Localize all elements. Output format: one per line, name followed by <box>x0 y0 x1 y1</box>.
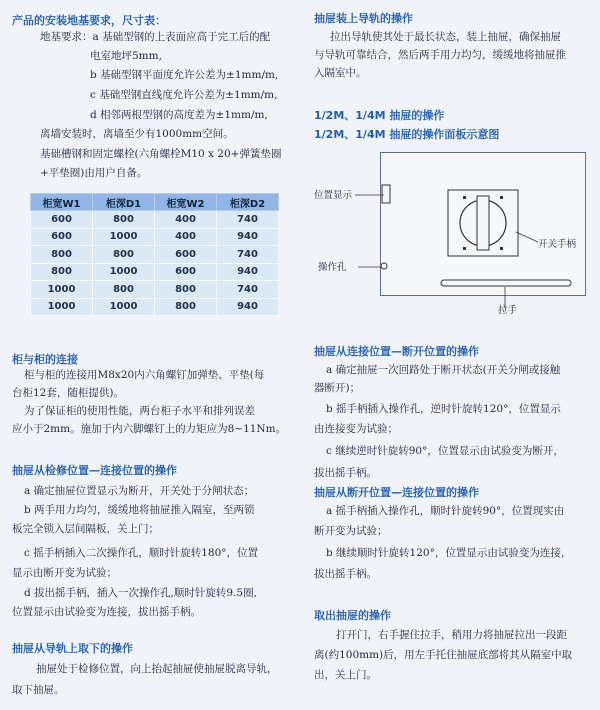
install-requirements-title: 产品的安装地基要求，尺寸表： <box>12 14 166 27</box>
req-line: b 基础型钢平面度允许公差为±1mm/m, <box>90 69 279 81</box>
table-cell: 600 <box>155 246 217 264</box>
s3-line: a 确定抽屉位置显示为断开，开关处于分闸状态； <box>24 485 255 497</box>
table-row <box>31 211 279 229</box>
table-cell: 800 <box>155 281 217 299</box>
table-cell: 1000 <box>93 228 155 246</box>
s4-line: 取下抽屉。 <box>12 684 65 696</box>
r4-line: a 摇手柄插入操作孔，顺时针旋转90°，位置现实由 <box>326 505 565 517</box>
table-row <box>31 263 279 281</box>
s3-line: c 摇手柄插入二次操作孔，顺时针旋转180°，位置 <box>24 547 259 559</box>
table-cell: 1000 <box>31 281 93 299</box>
table-cell: 800 <box>31 246 93 264</box>
table-row <box>31 281 279 299</box>
req-line: 离墙安装时，离墙至少有1000mm空间。 <box>40 128 234 140</box>
r3-line: 器断开)； <box>314 382 361 394</box>
connection-to-disconnect-title: 抽屉从连接位置—断开位置的操作 <box>314 345 479 358</box>
r1-line: 拉出导轨使其处于最长状态，装上抽屉，确保抽屉 <box>330 31 561 43</box>
panel-diagram-title: 1/2M、1/4M 抽屉的操作面板示意图 <box>314 128 500 141</box>
r5-line: 打开门，右手握住拉手，稍用力将抽屉拉出一段距 <box>336 629 567 641</box>
table-cell: 740 <box>217 211 279 229</box>
r1-line: 与导轨可靠结合，然后两手用力均匀，缓缓地将抽屉推 <box>314 49 566 61</box>
remove-from-rail-title: 抽屉从导轨上取下的操作 <box>12 642 133 655</box>
col-header: 柜深D1 <box>93 194 155 211</box>
table-cell: 940 <box>217 228 279 246</box>
table-cell: 600 <box>31 211 93 229</box>
s3-line: d 拔出摇手柄，插入一次操作孔,顺时针旋转9.5圈, <box>24 587 257 599</box>
r3-line: c 继续逆时针旋转90°，位置显示由试验变为断开， <box>326 445 564 457</box>
r3-line: 由连接变为试验； <box>314 423 398 435</box>
table-cell: 800 <box>155 298 217 316</box>
s2-line: 柜与柜的连接用M8x20内六角螺钉加弹垫、平垫(每 <box>24 369 265 381</box>
table-cell: 800 <box>93 211 155 229</box>
table-cell: 1000 <box>93 298 155 316</box>
s3-line: 显示由断开变为试验； <box>12 567 117 579</box>
table-cell: 600 <box>31 228 93 246</box>
drawer-operation-title: 1/2M、1/4M 抽屉的操作 <box>314 109 445 122</box>
req-line: 基础槽钢和固定螺栓(六角螺栓M10 x 20+弹簧垫圈 <box>40 148 282 160</box>
s2-line: 为了保证柜的使用性能，两台柜子水平和排列误差 <box>24 405 255 417</box>
col-header: 柜深D2 <box>217 194 279 211</box>
pull-handle-label: 拉手 <box>498 305 518 316</box>
table-row <box>31 228 279 246</box>
table-header-row <box>31 194 279 211</box>
table-cell: 940 <box>217 298 279 316</box>
table-cell: 740 <box>217 246 279 264</box>
r1-line: 入隔室中。 <box>314 67 367 79</box>
disconnect-to-connection-title: 抽屉从断开位置—连接位置的操作 <box>314 486 479 499</box>
operation-panel-diagram <box>380 152 586 296</box>
r4-line: b 继续顺时针旋转120°，位置显示由试验变为连接， <box>326 547 572 559</box>
table-cell: 940 <box>217 263 279 281</box>
table-cell: 1000 <box>93 263 155 281</box>
r5-line: 离(约100mm)后，用左手托住抽屉底部将其从隔室中取 <box>314 649 573 661</box>
s2-line: 应小于2mm。施加于内六脚螺钉上的力矩应为8~11Nm。 <box>12 423 287 435</box>
s4-line: 抽屉处于检修位置，向上抬起抽屉使抽屉脱离导轨， <box>36 663 278 675</box>
r4-line: 断开变为试验； <box>314 525 388 537</box>
r5-line: 出，关上门。 <box>314 669 377 681</box>
table-cell: 800 <box>31 263 93 281</box>
s3-line: 位置显示由试验变为连接，拔出摇手柄。 <box>12 606 201 618</box>
s3-line: 板完全锁入层间隔板，关上门； <box>12 523 159 535</box>
req-line: 电室地坪5mm, <box>90 50 162 62</box>
r3-line: a 确定抽屉一次回路处于断开状态(开关分闸或接触 <box>326 364 561 376</box>
cabinet-connection-title: 柜与柜的连接 <box>12 353 78 366</box>
table-row <box>31 246 279 264</box>
req-line: 地基要求：a 基础型钢的上表面应高于完工后的配 <box>40 31 271 43</box>
table-row <box>31 298 279 316</box>
req-line: c 基础型钢直线度允许公差为±1mm/m, <box>90 89 278 101</box>
withdraw-drawer-title: 取出抽屉的操作 <box>314 609 391 622</box>
table-cell: 400 <box>155 211 217 229</box>
inspection-to-connection-title: 抽屉从检修位置—连接位置的操作 <box>12 464 177 477</box>
r4-line: 拔出摇手柄。 <box>314 568 377 580</box>
req-line: d 相邻两根型钢的高度差为±1mm/m, <box>90 109 268 121</box>
table-cell: 800 <box>93 246 155 264</box>
r3-line: 拔出摇手柄。 <box>314 467 377 479</box>
s3-line: b 两手用力均匀，缓缓地将抽屉推入隔室，至两锁 <box>24 504 255 516</box>
table-cell: 1000 <box>31 298 93 316</box>
table-cell: 400 <box>155 228 217 246</box>
operation-hole-label: 操作孔 <box>318 262 347 273</box>
table-cell: 600 <box>155 263 217 281</box>
switch-handle-label: 开关手柄 <box>538 239 577 250</box>
table-cell: 800 <box>93 281 155 299</box>
table-cell: 740 <box>217 281 279 299</box>
r3-line: b 摇手柄插入操作孔，逆时针旋转120°，位置显示 <box>326 403 561 415</box>
col-header: 柜宽W2 <box>155 194 217 211</box>
s2-line: 台柜12套，随柜提供)。 <box>12 387 124 399</box>
position-display-label: 位置显示 <box>314 190 353 201</box>
req-line: +平垫圈)由用户自备。 <box>40 167 148 179</box>
dimension-table <box>30 193 279 316</box>
col-header: 柜宽W1 <box>31 194 93 211</box>
install-on-rail-title: 抽屉装上导轨的操作 <box>314 12 413 25</box>
